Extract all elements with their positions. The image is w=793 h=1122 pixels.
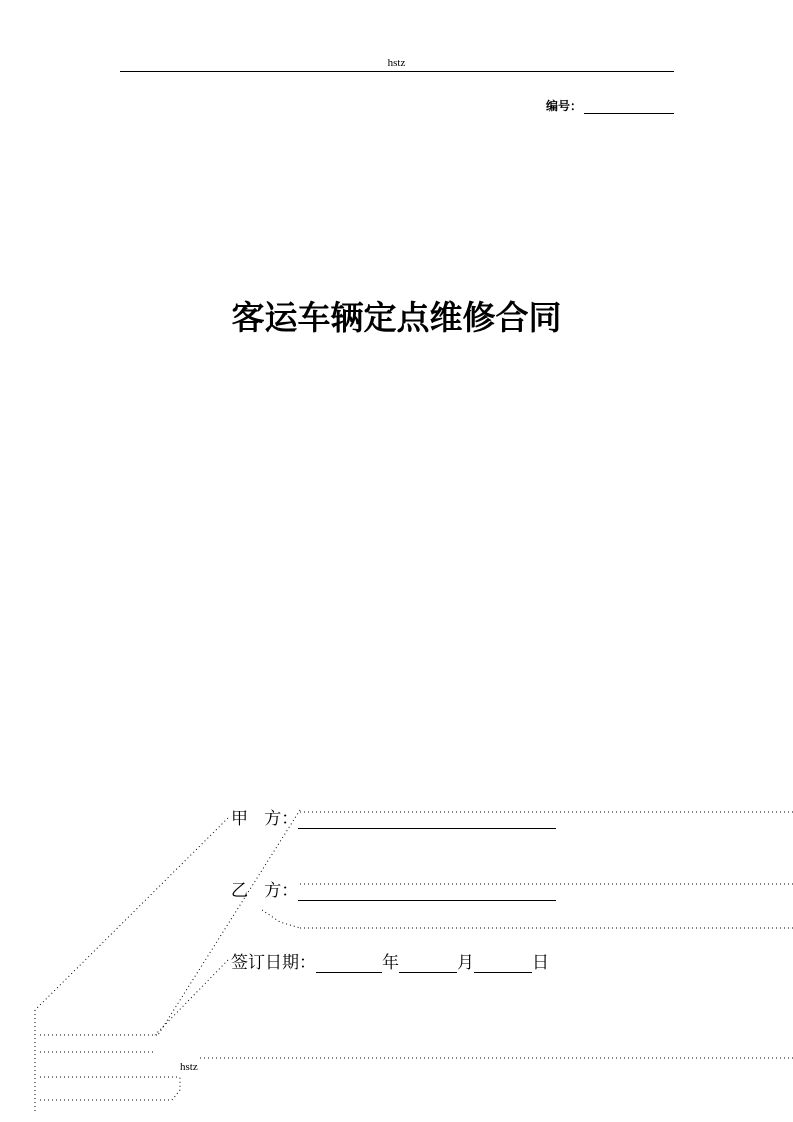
sign-date-label: 签订日期： (231, 953, 316, 973)
sign-date-row (231, 948, 549, 973)
sign-date-year-unit: 年 (382, 953, 399, 973)
party-a-row (231, 804, 556, 829)
sign-date-day-blank[interactable] (474, 954, 532, 973)
header-rule (120, 71, 674, 72)
sign-date-month-unit: 月 (457, 953, 474, 973)
party-a-blank[interactable] (298, 810, 556, 829)
contract-number-label: 编号： (546, 99, 583, 113)
sign-date-day-unit: 日 (532, 953, 549, 973)
sign-date-year-blank[interactable] (316, 954, 382, 973)
contract-number-row (546, 97, 674, 114)
sign-date-month-blank[interactable] (399, 954, 457, 973)
contract-number-blank[interactable] (584, 101, 674, 114)
page-footer-text: hstz (180, 1061, 198, 1073)
party-b-row (231, 876, 556, 901)
party-b-blank[interactable] (298, 882, 556, 901)
party-a-label: 甲 方： (231, 809, 299, 829)
document-title: 客运车辆定点维修合同 (231, 298, 562, 337)
page-header-text: hstz (387, 57, 406, 69)
party-b-label: 乙 方： (231, 881, 299, 901)
